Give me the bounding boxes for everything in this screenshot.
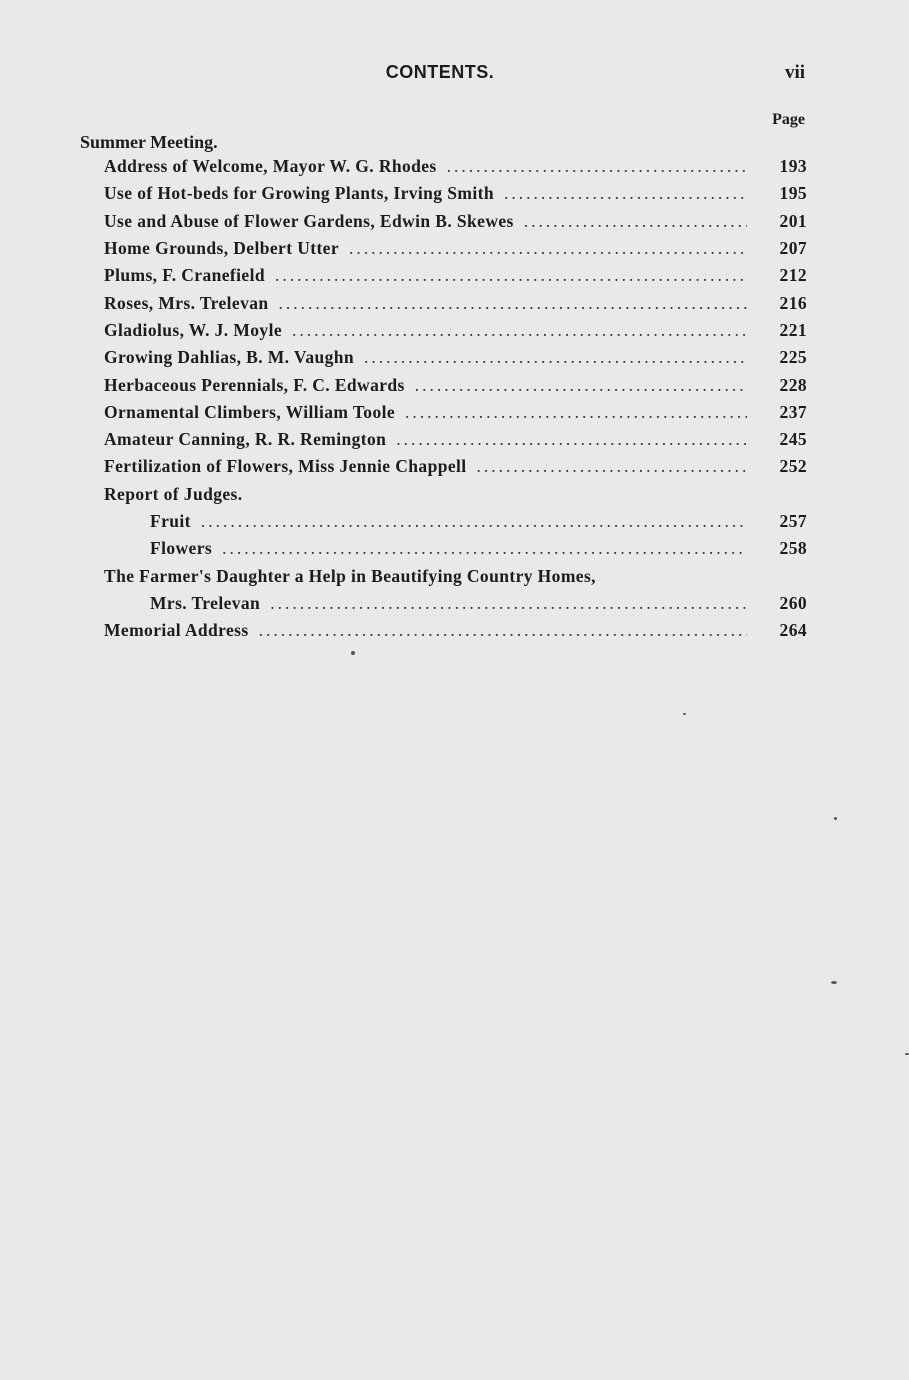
- toc-entry-title: Flowers: [150, 538, 213, 559]
- dot-leader: [447, 156, 747, 177]
- toc-entry-title: Home Grounds, Delbert Utter: [104, 238, 340, 259]
- section-heading: Summer Meeting.: [80, 132, 218, 152]
- toc-entry: [0, 617, 909, 644]
- toc-entry: [0, 208, 909, 235]
- toc-entry: [0, 590, 909, 617]
- toc-subheading: [0, 481, 909, 508]
- toc-entry: [0, 453, 909, 480]
- toc-entry-title: Mrs. Trelevan: [150, 592, 261, 613]
- toc-entry: [0, 317, 909, 344]
- dot-leader: [477, 456, 747, 477]
- toc-entry-page: 193: [779, 156, 807, 177]
- dot-leader: [275, 265, 747, 286]
- toc-entry: [0, 235, 909, 262]
- dot-leader: [415, 375, 747, 396]
- dot-leader: [524, 211, 747, 232]
- toc-entry-title: Use of Hot-beds for Growing Plants, Irving Smith: [104, 183, 494, 204]
- dot-leader: [259, 620, 747, 641]
- toc-entry: [0, 262, 909, 289]
- dot-leader: [364, 347, 747, 368]
- table-of-contents: [0, 153, 909, 644]
- toc-entry-title: Fruit: [150, 511, 191, 531]
- toc-entry-page: 228: [779, 374, 807, 395]
- toc-entry-title: Fertilization of Flowers, Miss Jennie Chappell: [104, 456, 467, 477]
- toc-entry-title: Growing Dahlias, B. M. Vaughn: [104, 347, 355, 368]
- toc-entry-continued: [0, 562, 909, 589]
- toc-entry-title: Plums, F. Cranefield: [104, 265, 265, 286]
- toc-entry: [0, 426, 909, 453]
- dot-leader: [396, 429, 747, 450]
- scan-speck: [905, 1053, 909, 1055]
- toc-entry: [0, 399, 909, 426]
- toc-entry-title: Address of Welcome, Mayor W. G. Rhodes: [104, 156, 437, 177]
- dot-leader: [222, 538, 747, 559]
- page-number: vii: [784, 62, 805, 83]
- toc-entry-page: 260: [779, 592, 807, 613]
- toc-entry-page: 252: [779, 456, 807, 477]
- toc-entry-title: The Farmer's Daughter a Help in Beautifying Country Homes,: [104, 565, 596, 586]
- toc-entry-title: Ornamental Climbers, William Toole: [104, 401, 396, 422]
- dot-leader: [405, 402, 747, 423]
- toc-entry-title: Herbaceous Perennials, F. C. Edwards: [104, 374, 405, 395]
- toc-entry: [0, 371, 909, 398]
- toc-entry-title: Report of Judges.: [104, 483, 243, 504]
- toc-entry: [0, 344, 909, 371]
- toc-entry-title: Memorial Address: [104, 620, 249, 641]
- toc-entry-page: 245: [779, 429, 807, 450]
- toc-entry-page: 237: [779, 401, 807, 422]
- toc-entry-title: Gladiolus, W. J. Moyle: [104, 319, 282, 340]
- toc-entry-page: 257: [779, 511, 807, 531]
- toc-entry-page: 221: [779, 319, 807, 340]
- dot-leader: [349, 238, 747, 259]
- dot-leader: [201, 511, 747, 532]
- toc-entry-page: 216: [779, 292, 807, 313]
- dot-leader: [504, 183, 747, 204]
- toc-entry: [0, 153, 909, 180]
- toc-entry-page: 207: [779, 238, 807, 259]
- toc-entry-page: 258: [779, 538, 807, 559]
- toc-entry-title: Use and Abuse of Flower Gardens, Edwin B. Skewes: [104, 210, 514, 231]
- toc-entry-title: Amateur Canning, R. R. Remington: [104, 429, 387, 450]
- toc-entry-page: 225: [779, 347, 807, 368]
- toc-entry-page: 201: [779, 210, 807, 231]
- toc-entry: [0, 180, 909, 207]
- scan-speck: [834, 817, 837, 820]
- toc-entry: [0, 289, 909, 316]
- dot-leader: [270, 593, 747, 614]
- scan-speck: [351, 651, 355, 655]
- scan-speck: [831, 981, 837, 984]
- toc-entry: [0, 508, 909, 535]
- dot-leader: [279, 293, 747, 314]
- toc-entry-page: 195: [779, 183, 807, 204]
- running-title: CONTENTS.: [385, 62, 495, 82]
- scan-speck: [683, 713, 686, 715]
- page-column-label: Page: [772, 111, 805, 128]
- toc-entry: [0, 535, 909, 562]
- toc-entry-page: 212: [779, 265, 807, 286]
- toc-entry-page: 264: [779, 620, 807, 641]
- dot-leader: [292, 320, 747, 341]
- toc-entry-title: Roses, Mrs. Trelevan: [104, 292, 269, 313]
